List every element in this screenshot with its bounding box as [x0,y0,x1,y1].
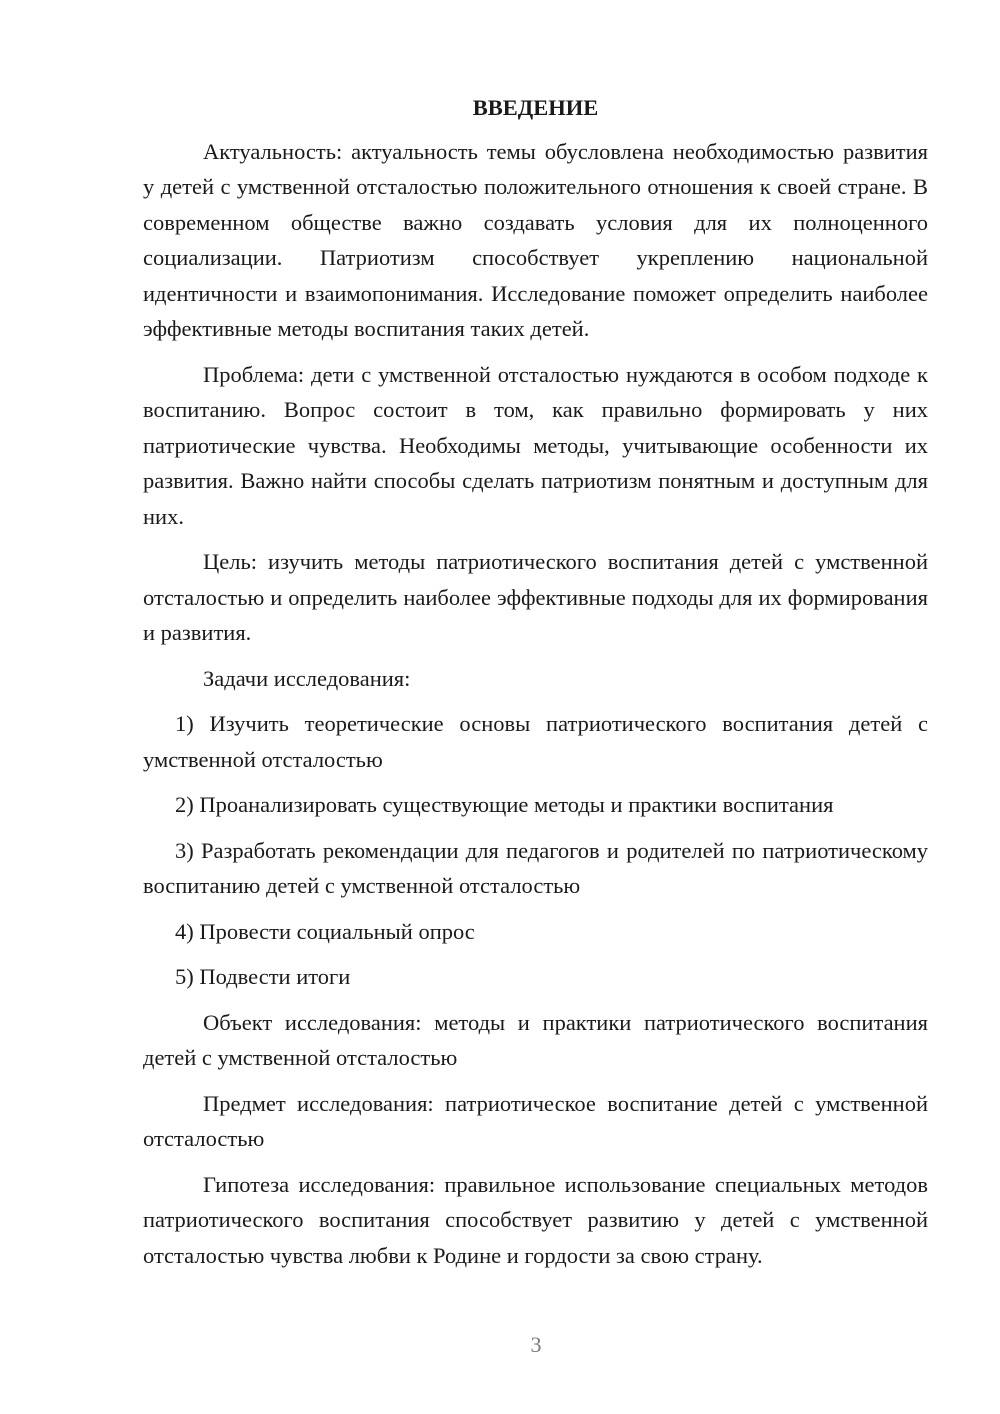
paragraph-problem: Проблема: дети с умственной отсталостью нуждаются в особом подходе к воспитанию. Вопрос состоит в том, как правильно формировать у них патриотические чувства. Необходимы методы, учитывающие особенности их развития. Важно найти способы сделать патриотизм понятным и доступным для них. [143,361,928,529]
task-item: 1) Изучить теоретические основы патриотического воспитания детей с умственной отсталостью [143,711,928,772]
task-item: 5) Подвести итоги [175,964,351,989]
paragraph-goal: Цель: изучить методы патриотического воспитания детей с умственной отсталостью и определить наиболее эффективные подходы для их формирования и развития. [143,549,928,645]
paragraph-relevance: Актуальность: актуальность темы обусловлена необходимостью развития у детей с умственной отсталостью положительного отношения к своей стране. В современном обществе важно создавать условия для их полноценного социализации. Патриотизм способствует укреплению национальной идентичности и взаимопонимания. Исследование поможет определить наиболее эффективные методы воспитания таких детей. [143,138,928,341]
tasks-heading: Задачи исследования: [203,665,411,691]
paragraph-subject: Предмет исследования: патриотическое воспитание детей с умственной отсталостью [143,1090,928,1151]
paragraph-object: Объект исследования: методы и практики патриотического воспитания детей с умственной отсталостью [143,1009,928,1070]
page-content [143,90,928,1283]
task-item: 2) Проанализировать существующие методы и практики воспитания [175,792,834,817]
page-title: ВВЕДЕНИЕ [472,95,599,120]
paragraph-hypothesis: Гипотеза исследования: правильное использование специальных методов патриотического воспитания способствует развитию у детей с умственной отсталостью чувства любви к Родине и гордости за свою страну. [143,1171,928,1268]
task-item: 4) Провести социальный опрос [175,918,475,944]
task-item: 3) Разработать рекомендации для педагогов и родителей по патриотическому воспитанию детей с умственной отсталостью [143,837,928,898]
page-number: 3 [530,1332,542,1357]
